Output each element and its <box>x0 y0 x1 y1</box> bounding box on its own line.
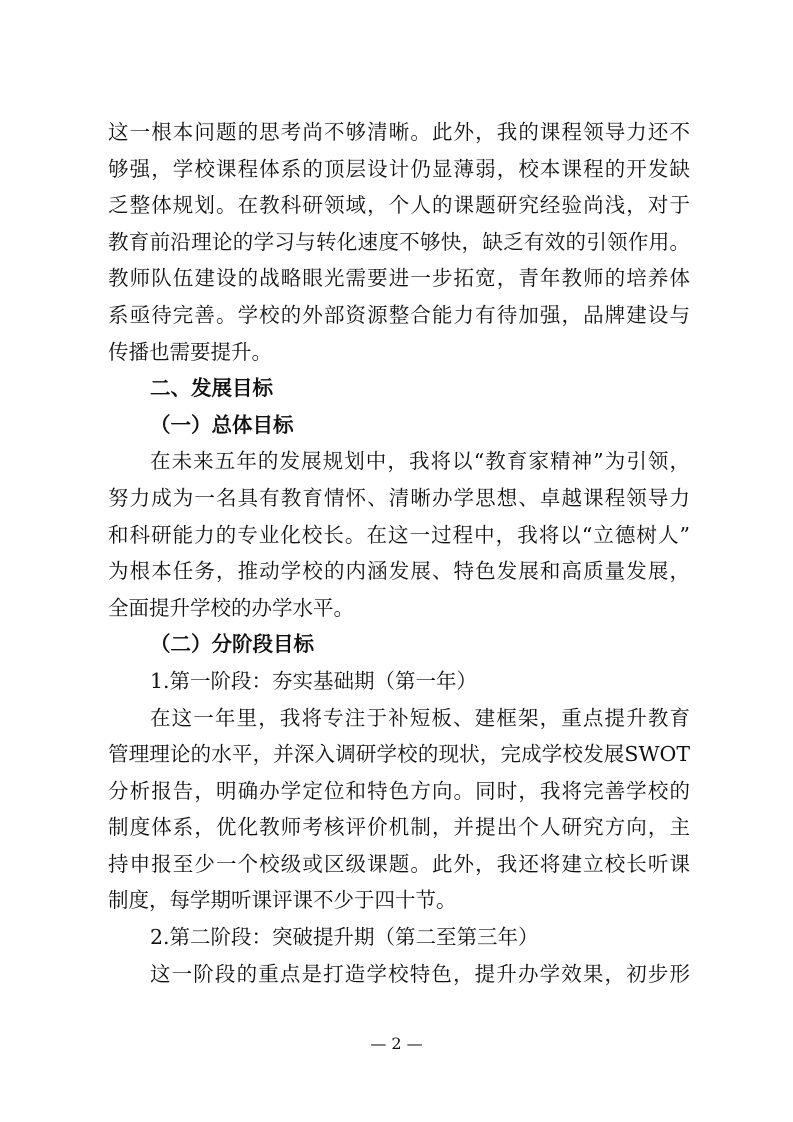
document-body <box>108 114 690 992</box>
body-line: 乏整体规划。在教科研领域，个人的课题研究经验尚浅，对于 <box>108 193 690 218</box>
body-line: 和科研能力的专业化校长。在这一过程中，我将以“立德树人” <box>108 522 690 547</box>
subsection-heading: （一）总体目标 <box>150 412 294 437</box>
body-line: 这一根本问题的思考尚不够清晰。此外，我的课程领导力还不 <box>108 120 690 144</box>
body-line: 这一阶段的重点是打造学校特色，提升办学效果，初步形 <box>150 961 690 986</box>
body-line: 分析报告，明确办学定位和特色方向。同时，我将完善学校的 <box>108 778 690 803</box>
body-line: 全面提升学校的办学水平。 <box>108 595 354 620</box>
section-heading: 二、发展目标 <box>150 376 273 401</box>
body-line: 在未来五年的发展规划中，我将以“教育家精神”为引领， <box>150 449 690 474</box>
stage-heading: 2.第二阶段：突破提升期（第二至第三年） <box>150 925 539 950</box>
body-line: 在这一年里，我将专注于补短板、建框架，重点提升教育 <box>150 705 690 730</box>
body-line: 教育前沿理论的学习与转化速度不够快，缺乏有效的引领作用。 <box>108 229 690 254</box>
body-line: 管理理论的水平，并深入调研学校的现状，完成学校发展SWOT <box>108 742 690 767</box>
body-line: 够强，学校课程体系的顶层设计仍显薄弱，校本课程的开发缺 <box>108 156 690 181</box>
body-line: 教师队伍建设的战略眼光需要进一步拓宽，青年教师的培养体 <box>108 266 690 291</box>
page-number: — 2 — <box>370 1034 423 1053</box>
subsection-heading: （二）分阶段目标 <box>150 632 314 657</box>
body-line: 系亟待完善。学校的外部资源整合能力有待加强，品牌建设与 <box>108 302 690 327</box>
body-line: 努力成为一名具有教育情怀、清晰办学思想、卓越课程领导力 <box>108 485 690 510</box>
body-line: 持申报至少一个校级或区级课题。此外，我还将建立校长听课 <box>108 851 690 876</box>
body-line: 传播也需要提升。 <box>108 339 272 364</box>
body-line: 制度，每学期听课评课不少于四十节。 <box>108 888 457 913</box>
body-line: 为根本任务，推动学校的内涵发展、特色发展和高质量发展， <box>108 559 690 584</box>
stage-heading: 1.第一阶段：夯实基础期（第一年） <box>150 668 478 693</box>
body-line: 制度体系，优化教师考核评价机制，并提出个人研究方向，主 <box>108 815 690 840</box>
